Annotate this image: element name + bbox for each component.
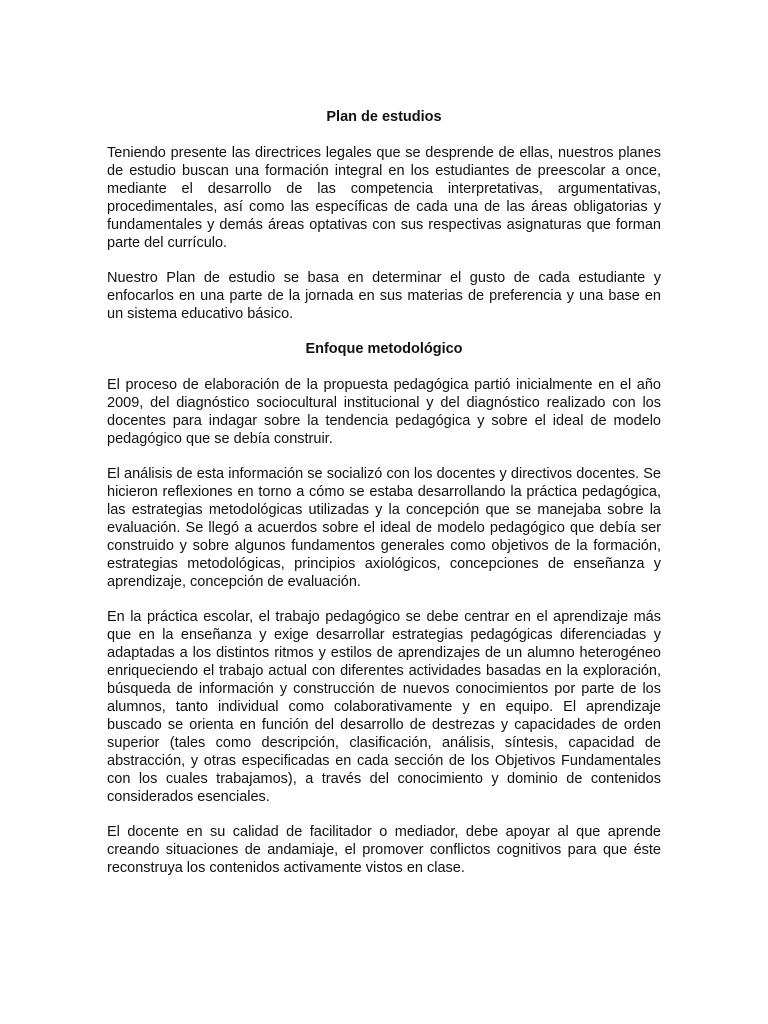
section-title-plan-de-estudios: Plan de estudios	[326, 109, 442, 125]
paragraph-enfoque-4: El docente en su calidad de facilitador o mediador, debe apoyar al que aprende creando situaciones de andamiaje, el promover conflictos cognitivos para que éste reconstruya los contenidos activamente vistos en clase.	[107, 824, 661, 876]
paragraph-enfoque-1: El proceso de elaboración de la propuesta pedagógica partió inicialmente en el año 2009, del diagnóstico sociocultural institucional y del diagnóstico realizado con los docentes para indagar sobre la tendencia pedagógica y sobre el ideal de modelo pedagógico que se debía construir.	[107, 377, 661, 447]
paragraph-plan-2: Nuestro Plan de estudio se basa en determinar el gusto de cada estudiante y enfocarlos en una parte de la jornada en sus materias de preferencia y una base en un sistema educativo básico.	[107, 270, 661, 322]
document-page	[107, 108, 661, 894]
section-title-enfoque-metodologico: Enfoque metodológico	[305, 341, 463, 357]
paragraph-enfoque-2: El análisis de esta información se socializó con los docentes y directivos docentes. Se hicieron reflexiones en torno a cómo se estaba desarrollando la práctica pedagógica, las estrategias metodológicas utilizadas y la concepción que se manejaba sobre la evaluación. Se llegó a acuerdos sobre el ideal de modelo pedagógico que debía ser construido y sobre algunos fundamentos generales como objetivos de la formación, estrategias metodológicas, principios axiológicos, concepciones de enseñanza y aprendizaje, concepción de evaluación.	[107, 466, 661, 590]
paragraph-plan-1: Teniendo presente las directrices legales que se desprende de ellas, nuestros planes de estudio buscan una formación integral en los estudiantes de preescolar a once, mediante el desarrollo de las competencia interpretativas, argumentativas, procedimentales, así como las específicas de cada una de las áreas obligatorias y fundamentales y demás áreas optativas con sus respectivas asignaturas que forman parte del currículo.	[107, 145, 661, 251]
paragraph-enfoque-3: En la práctica escolar, el trabajo pedagógico se debe centrar en el aprendizaje más que en la enseñanza y exige desarrollar estrategias pedagógicas diferenciadas y adaptadas a los distintos ritmos y estilos de aprendizajes de un alumno heterogéneo enriqueciendo el trabajo actual con diferentes actividades basadas en la exploración, búsqueda de información y construcción de nuevos conocimientos por parte de los alumnos, tanto individual como colaborativamente y en equipo. El aprendizaje buscado se orienta en función del desarrollo de destrezas y capacidades de orden superior (tales como descripción, clasificación, análisis, síntesis, capacidad de abstracción, y otras especificadas en cada sección de los Objetivos Fundamentales con los cuales trabajamos), a través del conocimiento y dominio de contenidos considerados esenciales.	[107, 609, 661, 805]
